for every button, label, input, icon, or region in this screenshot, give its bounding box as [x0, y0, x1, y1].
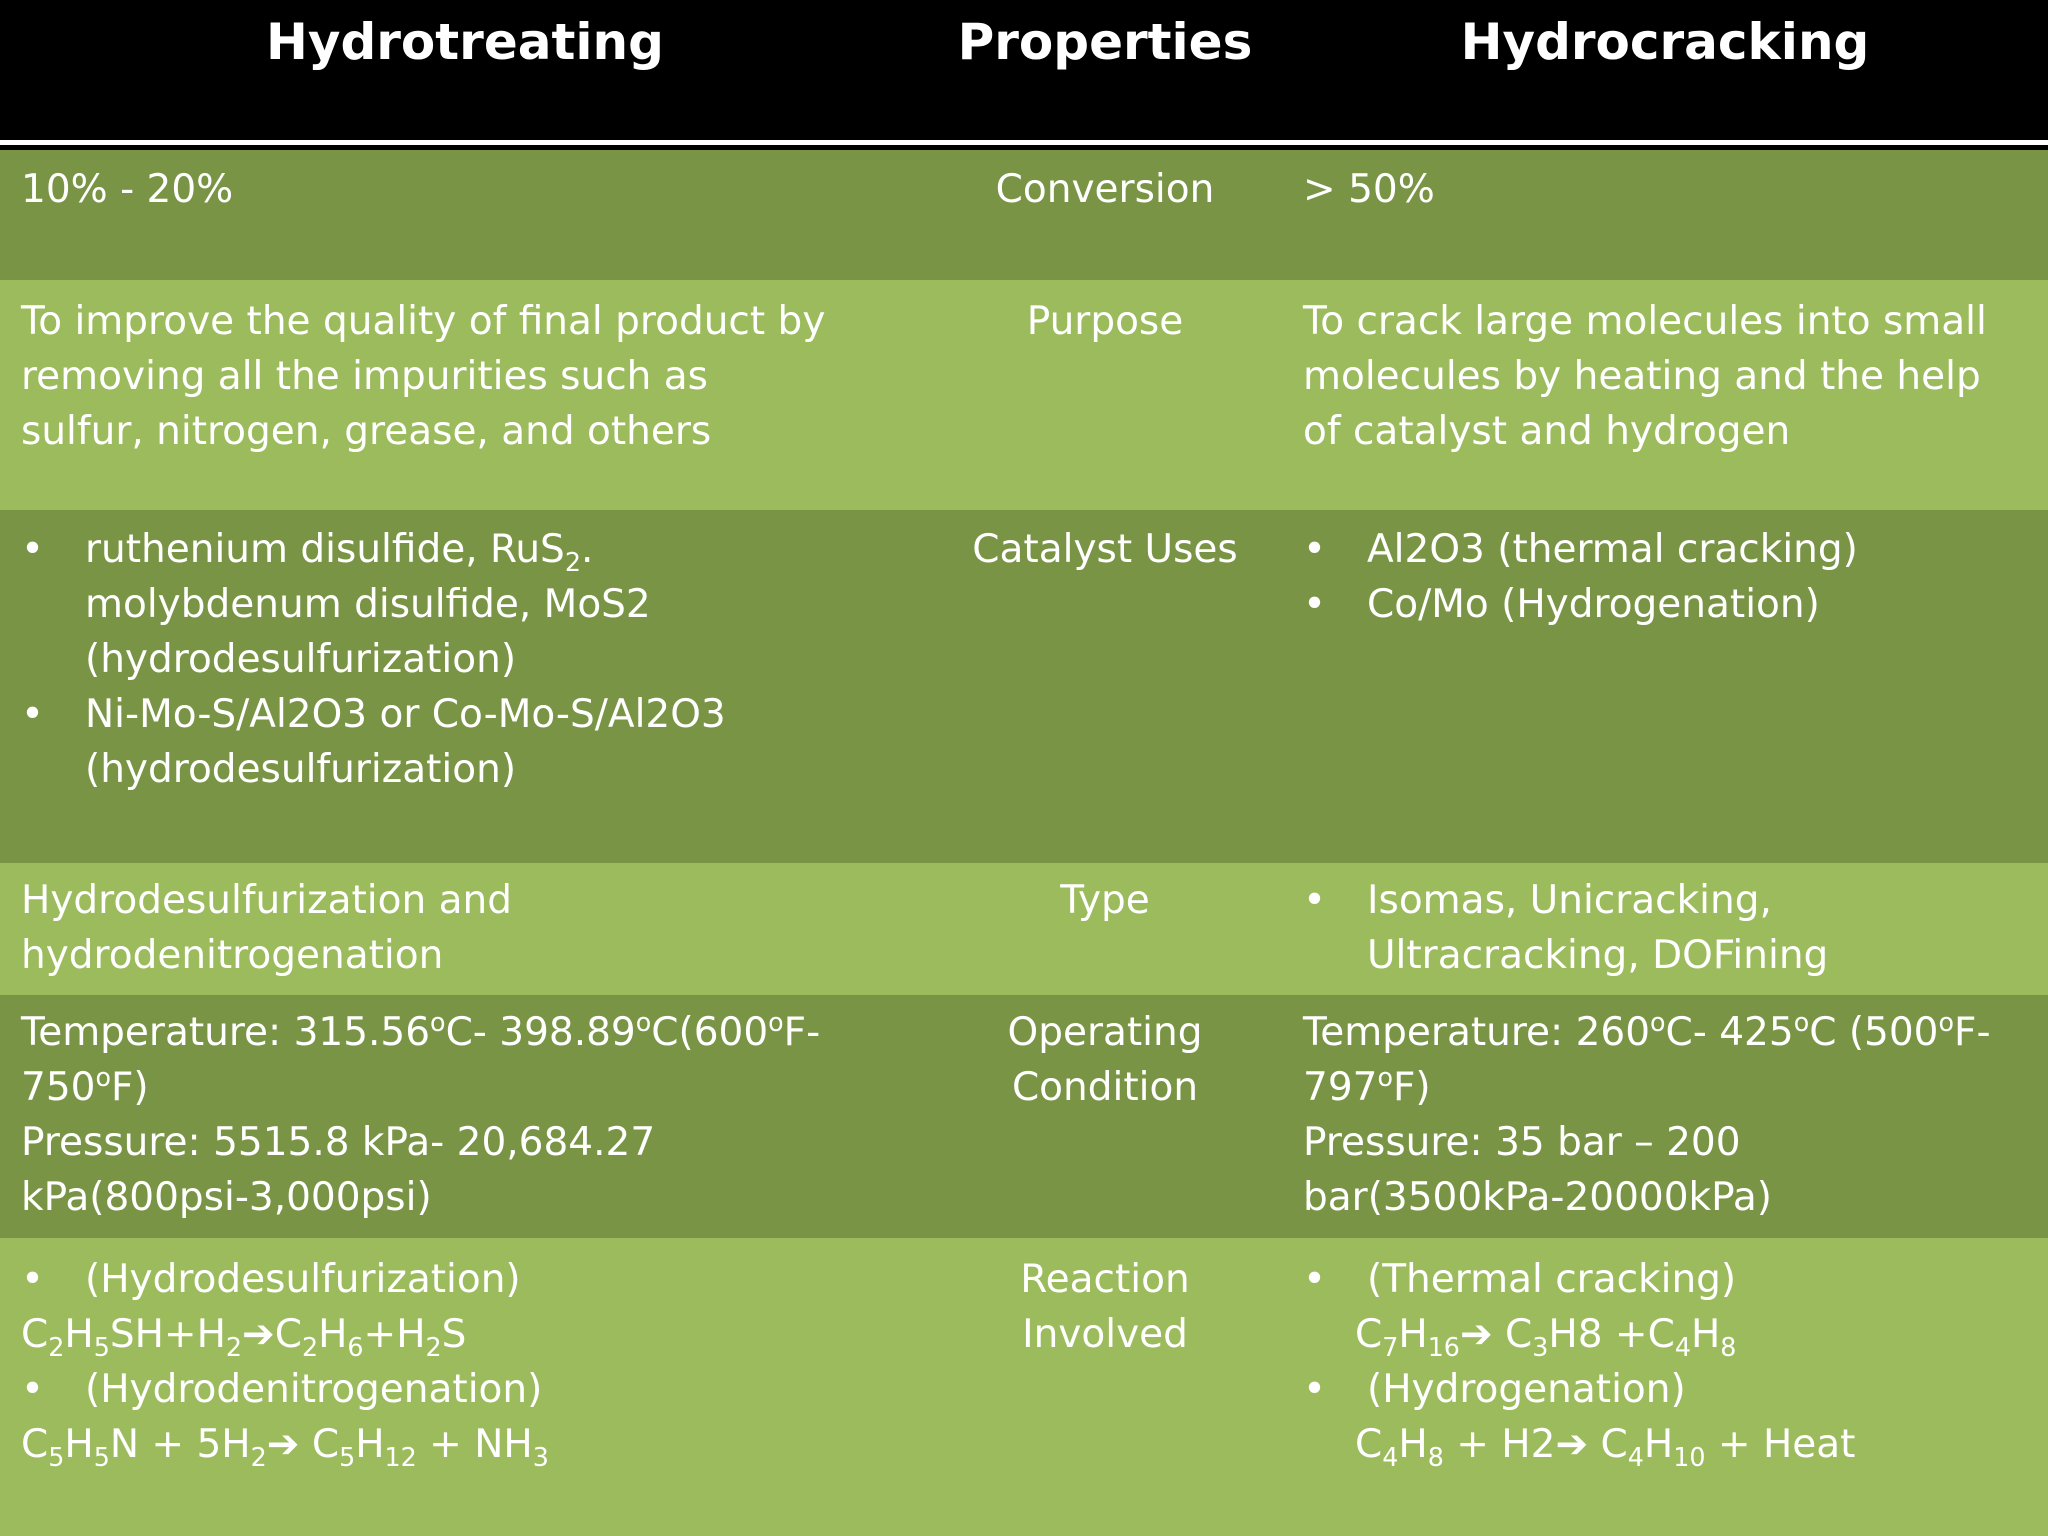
reaction-formula-hydrogenation: $C_4H_8$ + H2➔ $C_4H_{10}$ + Heat	[1355, 1422, 1856, 1472]
list-item: • Ni-Mo-S/Al2O3 or Co-Mo-S/Al2O3 (hydrodesulfurization)	[21, 687, 841, 797]
reaction-label-line2: Involved	[1022, 1312, 1188, 1357]
operating-hydrocracking	[1303, 1005, 2003, 1225]
conversion-hydrotreating: 10% - 20%	[21, 167, 234, 212]
subscript: 2	[564, 546, 581, 577]
reaction-label	[960, 1252, 1250, 1362]
catalyst-item-text: ruthenium disulfide, RuS	[85, 527, 565, 572]
list-item: • Al2O3 (thermal cracking)	[1303, 522, 2043, 577]
purpose-hydrocracking: To crack large molecules into small molecules by heating and the help of catalyst and hydrogen	[1303, 299, 1987, 454]
header-hydrotreating: Hydrotreating	[266, 13, 664, 71]
header-hydrocracking: Hydrocracking	[1460, 13, 1870, 71]
purpose-hydrotreating: To improve the quality of final product by removing all the impurities such as sulfur, nitrogen, grease, and others	[21, 299, 826, 454]
conversion-hydrocracking: > 50%	[1303, 167, 1435, 212]
operating-hydrotreating	[21, 1005, 921, 1225]
header-properties: Properties	[957, 13, 1253, 71]
pressure-line: Pressure: 5515.8 kPa- 20,684.27 kPa(800psi-3,000psi)	[21, 1120, 656, 1220]
type-hydrocracking	[1303, 873, 2043, 983]
table-row-type	[0, 863, 2048, 995]
table-row-conversion	[0, 150, 2048, 280]
conversion-label: Conversion	[995, 167, 1215, 212]
list-item: • Isomas, Unicracking, Ultracracking, DOFining	[1303, 873, 2043, 983]
type-hydrotreating: Hydrodesulfurization and hydrodenitrogenation	[21, 878, 512, 978]
table-row-catalyst	[0, 510, 2048, 863]
reaction-hydrocracking	[1303, 1252, 2043, 1472]
list-item: • (Thermal cracking)	[1303, 1252, 2043, 1307]
reaction-formula-thermal: $C_7H_{16}➔$ $C_3H8 +C_4H_8$	[1355, 1312, 1737, 1362]
temperature-line: Temperature: 315.56$^o$C- 398.89$^o$C(600$^o$F- 750$^o$F)	[21, 1007, 821, 1110]
purpose-label: Purpose	[1026, 299, 1184, 344]
list-item: • (Hydrogenation)	[1303, 1362, 2043, 1417]
list-item: • Co/Mo (Hydrogenation)	[1303, 577, 2043, 632]
catalyst-item-text: . molybdenum disulfide, MoS2 (hydrodesulfurization)	[85, 527, 651, 682]
operating-label-line1: Operating	[1007, 1010, 1203, 1055]
reaction-hydrotreating	[21, 1252, 971, 1472]
reaction-label-line1: Reaction	[1020, 1257, 1190, 1302]
list-item	[21, 522, 841, 687]
temperature-line: Temperature: 260$^o$C- 425$^o$C (500$^o$F-797$^o$F)	[1303, 1007, 1991, 1110]
type-label: Type	[1060, 878, 1150, 923]
table-row-reaction	[0, 1238, 2048, 1536]
catalyst-hydrotreating	[21, 522, 841, 797]
reaction-formula-hdn: $C_5H_5N$ + $5H_2➔$ $C_5H_{12} + NH_3$	[21, 1422, 549, 1472]
table-row-operating	[0, 995, 2048, 1238]
catalyst-hydrocracking	[1303, 522, 2043, 632]
catalyst-label: Catalyst Uses	[972, 527, 1238, 572]
list-item: • (Hydrodenitrogenation)	[21, 1362, 971, 1417]
pressure-line: Pressure: 35 bar – 200 bar(3500kPa-20000kPa)	[1303, 1120, 1773, 1220]
table-header	[0, 0, 2048, 145]
list-item: • (Hydrodesulfurization)	[21, 1252, 971, 1307]
operating-label-line2: Condition	[1011, 1065, 1199, 1110]
operating-label	[960, 1005, 1250, 1115]
reaction-formula-hds: $C_2H_5SH+H_2➔C_2H_6+H_2S$	[21, 1312, 467, 1362]
table-row-purpose	[0, 280, 2048, 510]
